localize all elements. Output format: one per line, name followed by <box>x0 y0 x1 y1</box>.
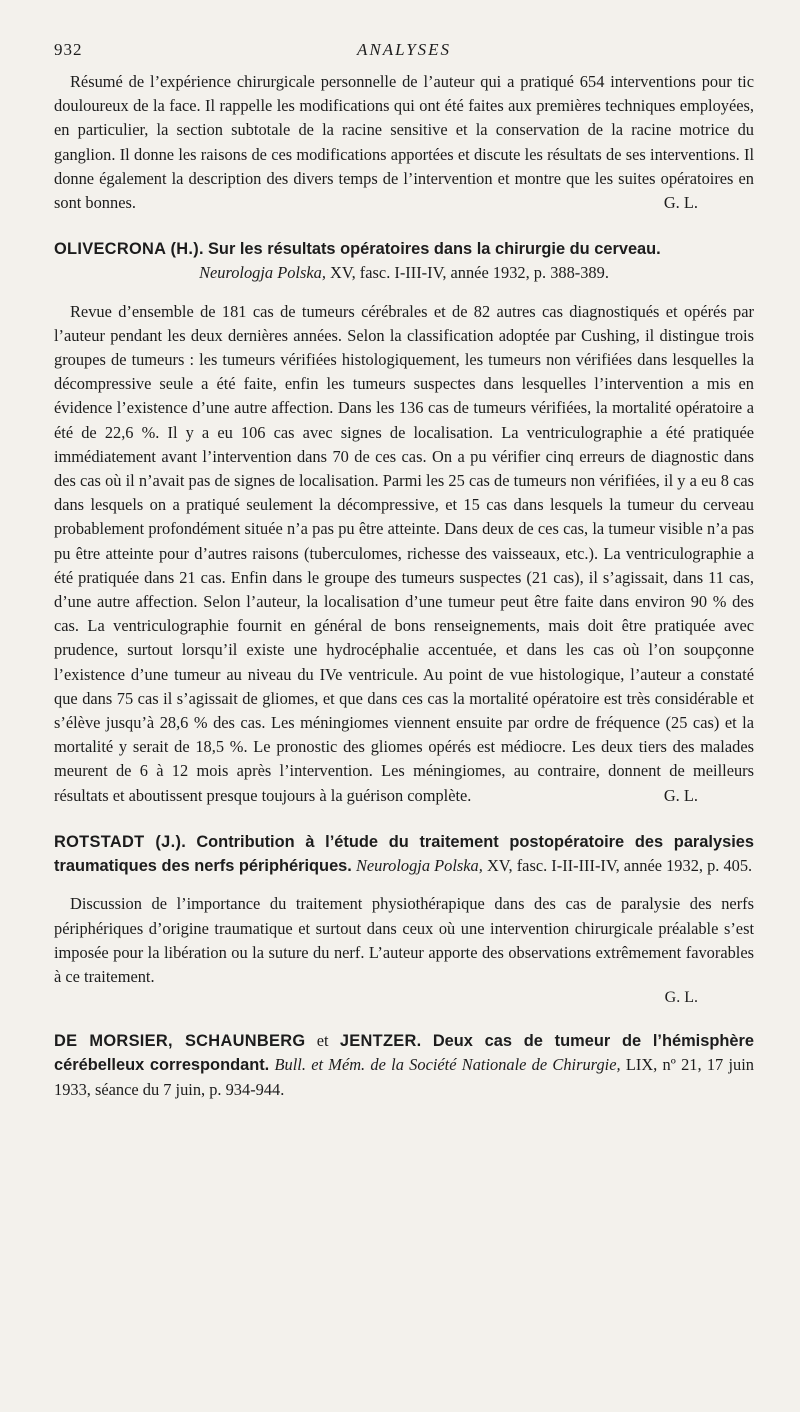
journal-name: Neurologja Polska, <box>199 263 326 283</box>
entry-author: ROTSTADT (J.). <box>54 832 187 851</box>
document-page <box>54 40 754 1102</box>
abstract-paragraph: Revue d’ensemble de 181 cas de tumeurs cérébrales et de 82 autres cas diagnostiqués et opérés par l’auteur pendant les deux dernières années. Selon la classification adoptée par Cushing, il distingue trois groupes de tumeurs : les tumeurs vérifiées histologiquement, les tumeurs non vérifiées dans lesquelles la décompressive seule a été faite, enfin les tumeurs suspectes dans lesquelles l’intervention a mis en évidence l’existence d’une autre affection. Dans les 136 cas de tumeurs vérifiées, la mortalité opératoire a été de 22,6 %. Il y a eu 106 cas avec signes de localisation. La ventriculographie a été pratiquée immédiatement avant l’intervention dans 70 de ces cas. On a pu vérifier cinq erreurs de diagnostic dans des cas où il n’avait pas de signes de localisation. Parmi les 25 cas de tumeurs non vérifiées, il y a eu 8 cas dans lesquels on a pratiqué seulement la décompressive, et 15 cas dans lesquels la tumeur du cerveau probablement profondément située n’a pas pu être atteinte. Dans deux de ces cas, la tumeur visible n’a pas pu être atteinte pour d’autres raisons (tuberculomes, richesse des vaisseaux, etc.). La ventriculographie a été pratiquée dans 21 cas. Enfin dans le groupe des tumeurs suspectes (21 cas), il s’agissait, dans 11 cas, d’une autre affection. Selon l’auteur, la localisation d’une tumeur peut être faite dans environ 90 % des cas. La ventriculographie fournit en général de bons renseignements, mais doit être pratiquée avec prudence, surtout lorsqu’il existe une hydrocéphalie accentuée, et dans les cas où l’on soupçonne l’existence d’une tumeur au niveau du IVe ventricule. Au point de vue histologique, l’auteur a constaté que dans 75 cas il s’agissait de gliomes, et que dans ces cas la mortalité opératoire est très considérable et s’élève jusqu’à 28,6 % des cas. Les méningiomes viennent ensuite par ordre de fréquence (25 cas) et la mortalité y serait de 18,5 %. Le pronostic des gliomes opérés est médiocre. Les deux tiers des malades meurent de 6 à 12 mois après l’intervention. Les méningiomes, au contraire, donnent de meilleurs résultats et aboutissent presque toujours à la guérison complète. G. L. <box>54 300 754 808</box>
entry-title: Sur les résultats opératoires dans la chirurgie du cerveau. <box>208 240 661 259</box>
entry-title: Deux cas de tumeur de l’hémisphère cérébelleux correspondant. <box>54 1032 754 1075</box>
running-head: ANALYSES <box>356 40 452 59</box>
citation-details: XV, fasc. I-II-III-IV, année 1932, p. 405. <box>486 856 753 876</box>
entry-header <box>54 1029 754 1102</box>
author-conjunction: et <box>316 1031 329 1051</box>
page-number: 932 <box>54 40 83 59</box>
entry-citation <box>54 261 754 285</box>
abstract-paragraph: Discussion de l’importance du traitement physiothérapique dans des cas de paralysie des nerfs périphériques d’origine traumatique et surtout dans ceux où une intervention chirurgicale préalable s’est imposée pour la libération ou la suture du nerf. L’auteur apporte des observations extrêmement favorables à ce traitement. <box>54 894 754 986</box>
entry-header <box>54 237 754 261</box>
entry-author-2: JENTZER. <box>339 1032 422 1051</box>
journal-name: Neurologja Polska, <box>355 856 483 876</box>
reviewer-signature: G. L. <box>664 989 698 1007</box>
entry-author: DE MORSIER, SCHAUNBERG <box>54 1032 306 1051</box>
page-header <box>54 40 754 70</box>
citation-details: XV, fasc. I-III-IV, année 1932, p. 388-389. <box>330 263 609 283</box>
citation-details: LIX, nº 21, 17 juin 1933, séance du 7 juin, p. 934-944. <box>54 1055 754 1099</box>
entry-header <box>54 830 754 878</box>
journal-name: Bull. et Mém. de la Société Nationale de Chirurgie, <box>274 1055 621 1075</box>
abstract-paragraph: Résumé de l’expérience chirurgicale personnelle de l’auteur qui a pratiqué 654 interventions pour tic douloureux de la face. Il rappelle les modifications qui ont été faites aux premières techniques employées, en particulier, la section subtotale de la racine sensitive et la conservation de la racine motrice du ganglion. Il donne les raisons de ces modifications apportées et discute les résultats de ses interventions. Il donne également la description des divers temps de l’intervention et montre que les suites opératoires en sont bonnes. G. L. <box>54 70 754 215</box>
reviewer-signature: G. L. <box>663 785 698 805</box>
entry-title: Contribution à l’étude du traitement postopératoire des paralysies traumatiques des nerfs périphériques. <box>54 832 754 876</box>
reviewer-signature: G. L. <box>663 193 698 213</box>
entry-author: OLIVECRONA (H.). <box>54 240 204 259</box>
